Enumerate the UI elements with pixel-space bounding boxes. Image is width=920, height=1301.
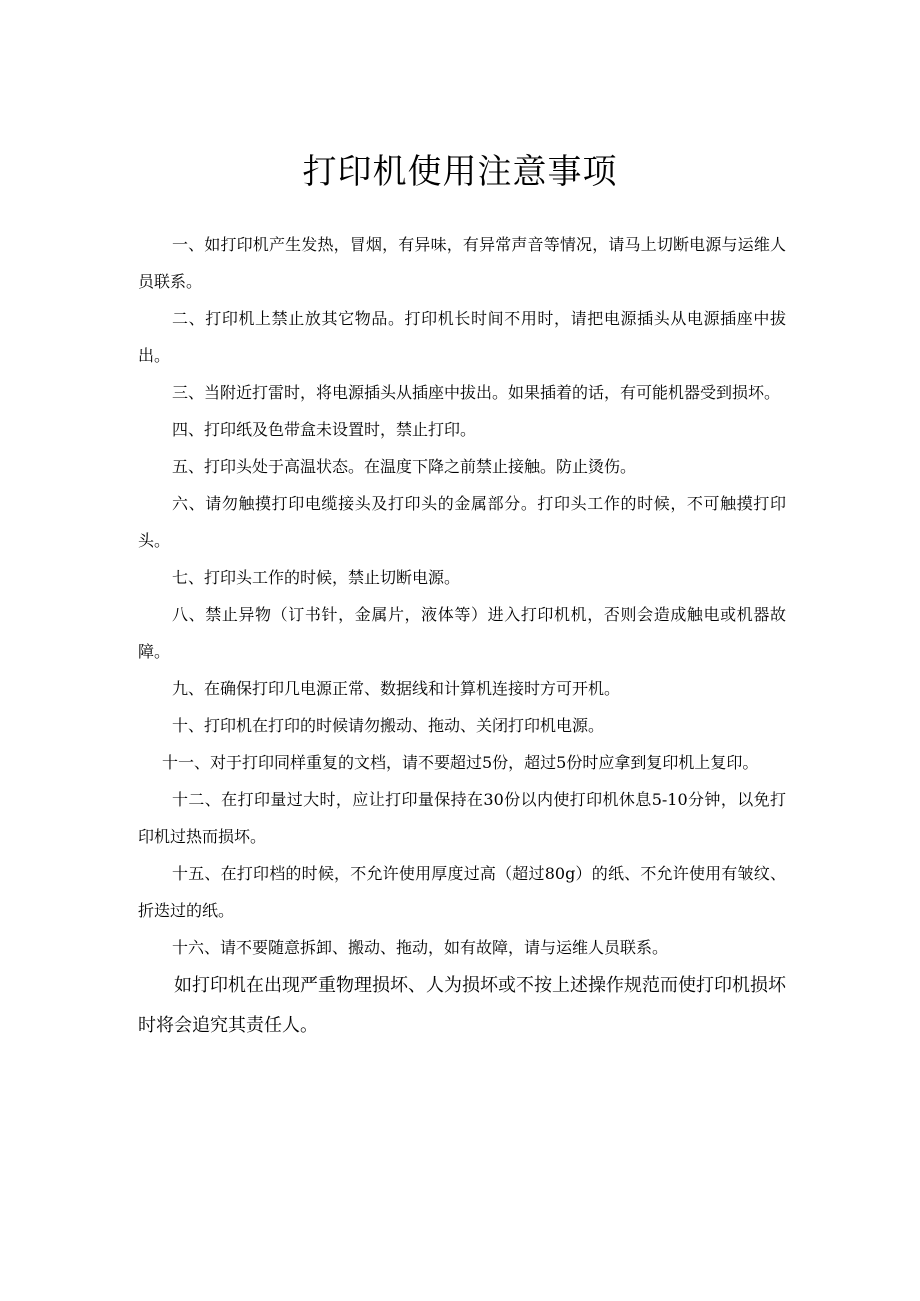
rule-paragraph-8: 八、禁止异物（订书针，金属片，液体等）进入打印机机，否则会造成触电或机器故障。 (138, 605, 786, 661)
rule-paragraph-12: 十二、在打印量过大时，应让打印量保持在30份以内使打印机休息5-10分钟，以免打印机过热而损坏。 (138, 790, 786, 846)
rule-paragraph-16: 十六、请不要随意拆卸、搬动、拖动，如有故障，请与运维人员联系。 (172, 938, 669, 957)
rule-paragraph-4: 四、打印纸及色带盒未设置时，禁止打印。 (172, 420, 477, 439)
rule-paragraph-6: 六、请勿触摸打印电缆接头及打印头的金属部分。打印头工作的时候，不可触摸打印头。 (138, 494, 786, 550)
rule-paragraph-3: 三、当附近打雷时，将电源插头从插座中拔出。如果插着的话，有可能机器受到损坏。 (172, 383, 781, 402)
rule-paragraph-11: 十一、对于打印同样重复的文档，请不要超过5份，超过5份时应拿到复印机上复印。 (162, 753, 759, 772)
rule-paragraph-9: 九、在确保打印几电源正常、数据线和计算机连接时方可开机。 (172, 679, 621, 698)
rule-paragraph-10: 十、打印机在打印的时候请勿搬动、拖动、关闭打印机电源。 (172, 716, 605, 735)
rule-paragraph-15: 十五、在打印档的时候，不允许使用厚度过高（超过80g）的纸、不允许使用有皱纹、折迭过的纸。 (138, 864, 786, 920)
rule-paragraph-7: 七、打印头工作的时候，禁止切断电源。 (172, 568, 461, 587)
document-body (138, 226, 786, 1046)
rule-paragraph-5: 五、打印头处于高温状态。在温度下降之前禁止接触。防止烫伤。 (172, 457, 637, 476)
page-title: 打印机使用注意事项 (302, 152, 618, 192)
rule-paragraph-2: 二、打印机上禁止放其它物品。打印机长时间不用时，请把电源插头从电源插座中拔出。 (138, 309, 786, 365)
closing-statement: 如打印机在出现严重物理损坏、人为损坏或不按上述操作规范而使打印机损坏时将会追究其责任人。 (138, 975, 786, 1036)
rule-paragraph-1: 一、如打印机产生发热，冒烟，有异味，有异常声音等情况，请马上切断电源与运维人员联系。 (138, 235, 786, 291)
